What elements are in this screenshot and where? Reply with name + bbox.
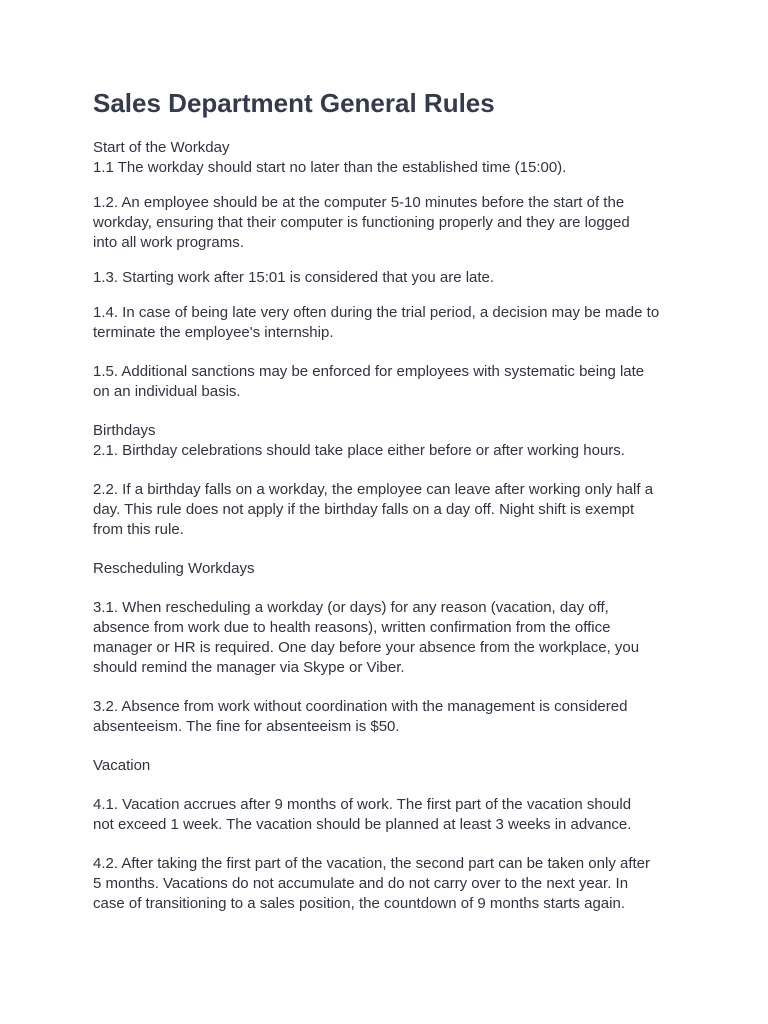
rule-2-1: 2.1. Birthday celebrations should take place either before or after working hours. [93,442,625,459]
section-heading-birthdays: Birthdays [93,422,156,439]
rule-2-2-line-1: 2.2. If a birthday falls on a workday, the employee can leave after working only half a [93,481,654,498]
rule-1-5-line-1: 1.5. Additional sanctions may be enforced for employees with systematic being late [93,363,645,380]
rule-2-2-line-3: from this rule. [93,521,184,538]
rule-1-2-line-3: into all work programs. [93,234,244,251]
rule-3-1-line-1: 3.1. When rescheduling a workday (or days) for any reason (vacation, day off, [93,599,609,616]
rule-1-3: 1.3. Starting work after 15:01 is considered that you are late. [93,269,495,286]
section-heading-workday: Start of the Workday [93,139,230,156]
rule-4-1-line-2: not exceed 1 week. The vacation should be planned at least 3 weeks in advance. [93,816,632,833]
rule-3-1-line-4: should remind the manager via Skype or Viber. [93,659,405,676]
document-title: Sales Department General Rules [93,88,495,118]
rule-4-2-line-3: case of transitioning to a sales position, the countdown of 9 months starts again. [93,895,625,912]
rule-4-1-line-1: 4.1. Vacation accrues after 9 months of work. The first part of the vacation should [93,796,632,813]
document-page [93,86,683,914]
rule-3-1-line-3: manager or HR is required. One day before your absence from the workplace, you [93,639,640,656]
rule-3-2-line-1: 3.2. Absence from work without coordination with the management is considered [93,698,628,715]
rule-2-2-line-2: day. This rule does not apply if the birthday falls on a day off. Night shift is exempt [93,501,635,518]
section-heading-rescheduling: Rescheduling Workdays [93,560,255,577]
rule-4-2-line-1: 4.2. After taking the first part of the vacation, the second part can be taken only after [93,855,650,872]
rule-1-2-line-2: workday, ensuring that their computer is functioning properly and they are logged [93,214,630,231]
rule-3-1-line-2: absence from work due to health reasons), written confirmation from the office [93,619,611,636]
rule-1-4-line-1: 1.4. In case of being late very often during the trial period, a decision may be made to [93,304,660,321]
section-heading-vacation: Vacation [93,757,151,774]
rule-3-2-line-2: absenteeism. The fine for absenteeism is $50. [93,718,400,735]
rule-4-2-line-2: 5 months. Vacations do not accumulate and do not carry over to the next year. In [93,875,629,892]
rule-1-4-line-2: terminate the employee's internship. [93,324,334,341]
rule-1-2-line-1: 1.2. An employee should be at the computer 5-10 minutes before the start of the [93,194,625,211]
rule-1-1: 1.1 The workday should start no later than the established time (15:00). [93,159,567,176]
rule-1-5-line-2: on an individual basis. [93,383,241,400]
